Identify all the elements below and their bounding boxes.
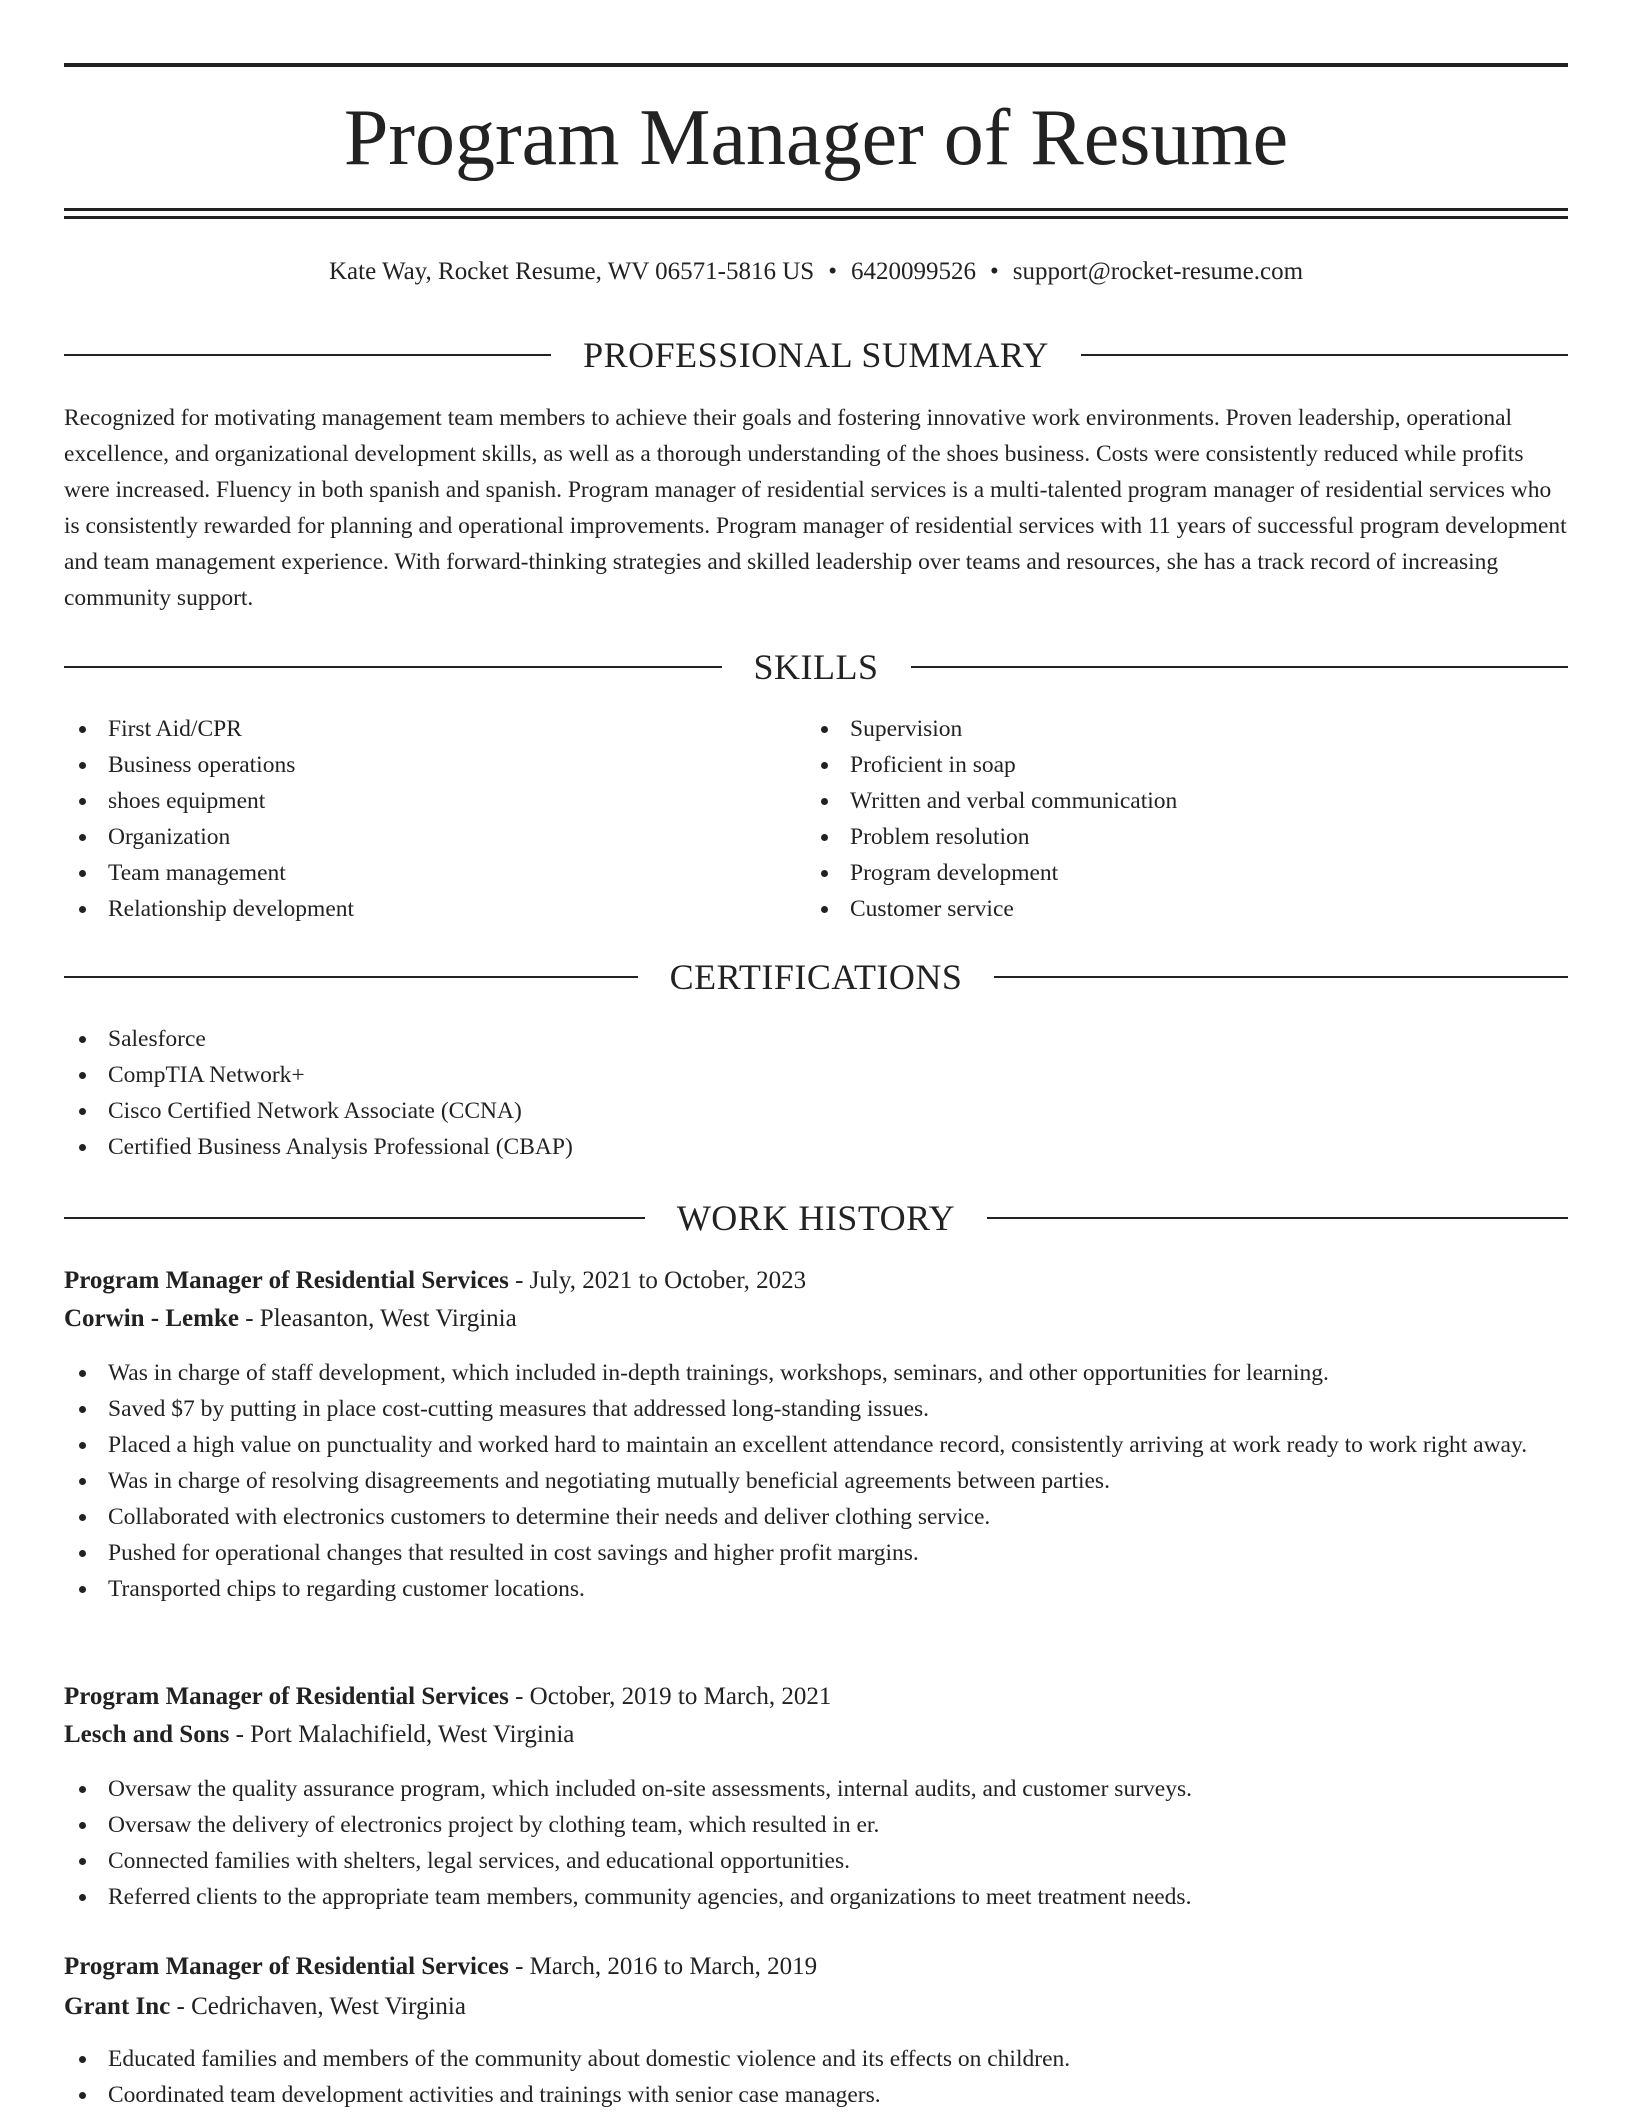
job-company-line [64,1300,1568,1338]
section-title: SKILLS [753,647,879,687]
bullet-dot [79,1406,86,1413]
job-bullet-text: Placed a high value on punctuality and worked hard to maintain an excellent attendance record, consistently arriving at work ready to work right away. [108,1432,1528,1458]
certification-label: CompTIA Network+ [108,1062,305,1088]
list-item [64,1355,1568,1391]
bullet-dot [821,870,828,877]
skill-label: shoes equipment [108,788,266,814]
skill-label: Written and verbal communication [850,788,1178,814]
bullet-dot [79,1858,86,1865]
skill-label: Supervision [850,716,963,742]
list-item [64,1771,1568,1807]
bullet-dot [79,762,86,769]
job-company: Grant Inc [64,1993,171,2020]
job-bullet-text: Referred clients to the appropriate team members, community agencies, and organizations to meet treatment needs. [108,1884,1192,1910]
job-bullet-text: Collaborated with electronics customers to determine their needs and deliver clothing service. [108,1504,991,1530]
job-bullet-text: Coordinated team development activities and trainings with senior case managers. [108,2082,881,2108]
bullet-dot [79,1822,86,1829]
job-company-line [64,1988,1568,2026]
skill-item [64,747,764,783]
bullet-dot [79,1072,86,1079]
certification-item [64,1129,1568,1165]
bullet-dot [79,1144,86,1151]
job-bullet-text: Saved $7 by putting in place cost-cutting measures that addressed long-standing issues. [108,1396,930,1422]
contact-email: support@rocket-resume.com [1012,258,1304,285]
bullet-dot [79,870,86,877]
skill-label: Relationship development [108,896,355,922]
section-rule [64,666,722,668]
skill-item [806,783,1566,819]
job-title: Program Manager of Residential Services [64,1267,509,1294]
contact-address: Kate Way, Rocket Resume, WV 06571-5816 US [328,258,815,285]
bullet-dot [79,1370,86,1377]
certification-item [64,1093,1568,1129]
certification-label: Cisco Certified Network Associate (CCNA) [108,1098,522,1124]
summary-paragraph: Recognized for motivating management team members to achieve their goals and fostering innovative work environments. Proven leadership, operational excellence, and organizational development skills, as well as a thorough understanding of the shoes business. Costs were consistently reduced while profits were increased. Fluency in both spanish and spanish. Program manager of residential services is a multi-talented program manager of residential services who is consistently rewarded for planning and operational improvements. Program manager of residential services with 11 years of successful program development and team management experience. With forward-thinking strategies and skilled leadership over teams and resources, she has a track record of increasing community support. [64,405,1567,611]
skill-label: Proficient in soap [850,752,1016,778]
list-item [64,1807,1568,1843]
title-double-rule [64,208,1568,219]
skill-item [806,711,1566,747]
bullet-dot [79,1894,86,1901]
job-title: Program Manager of Residential Services [64,1953,509,1980]
job-dates: - October, 2019 to March, 2021 [508,1683,832,1710]
job-company: Lesch and Sons [64,1721,230,1748]
bullet-dot [79,1514,86,1521]
job-dates: - July, 2021 to October, 2023 [508,1267,807,1294]
top-rule [64,63,1568,67]
job-bullet-text: Was in charge of resolving disagreements and negotiating mutually beneficial agreements between parties. [108,1468,1110,1494]
job-location: - Port Malachifield, West Virginia [229,1721,575,1748]
job-bullets [64,2041,1568,2113]
bullet-dot [79,1550,86,1557]
section-header-summary [64,333,1568,377]
job-title-line [64,1948,1568,1986]
section-rule [64,1217,645,1219]
certification-label: Certified Business Analysis Professional (CBAP) [108,1134,573,1160]
contact-phone: 6420099526 [850,258,976,285]
certifications-list [64,1021,1568,1165]
job-bullet-text: Transported chips to regarding customer locations. [108,1576,585,1602]
certification-item [64,1021,1568,1057]
bullet-dot [79,1586,86,1593]
skill-label: Team management [108,860,286,886]
section-rule [64,354,551,356]
list-item [64,2077,1568,2113]
job-title-line [64,1678,1568,1716]
skill-item [806,891,1566,927]
section-rule [911,666,1569,668]
resume-title: Program Manager of Resume [343,94,1289,182]
bullet-dot [79,798,86,805]
skill-item [64,819,764,855]
certification-label: Salesforce [108,1026,206,1052]
bullet-dot [79,1442,86,1449]
job-bullet-text: Educated families and members of the community about domestic violence and its effects on children. [108,2046,1071,2072]
job-bullet-text: Was in charge of staff development, which included in-depth trainings, workshops, seminars, and other opportunities for learning. [108,1360,1329,1386]
skills-list-left [64,711,764,927]
bullet-dot [821,726,828,733]
list-item [64,1535,1568,1571]
contact-separator: • [989,258,999,285]
job-dates: - March, 2016 to March, 2019 [508,1953,818,1980]
skill-label: Customer service [850,896,1014,922]
skill-label: Problem resolution [850,824,1030,850]
section-header-work-history [64,1196,1568,1240]
list-item [64,1879,1568,1915]
skill-label: Organization [108,824,231,850]
bullet-dot [79,1478,86,1485]
list-item [64,1463,1568,1499]
bullet-dot [821,906,828,913]
bullet-dot [821,798,828,805]
skill-item [806,747,1566,783]
skills-list-right [806,711,1566,927]
contact-line [64,254,1568,290]
bullet-dot [79,726,86,733]
job-bullet-text: Pushed for operational changes that resulted in cost savings and higher profit margins. [108,1540,919,1566]
bullet-dot [79,906,86,913]
section-rule [987,1217,1568,1219]
section-title: WORK HISTORY [676,1198,956,1238]
job-company-line [64,1716,1568,1754]
list-item [64,1499,1568,1535]
job-bullet-text: Connected families with shelters, legal services, and educational opportunities. [108,1848,850,1874]
list-item [64,2041,1568,2077]
list-item [64,1391,1568,1427]
skill-label: First Aid/CPR [108,716,242,742]
bullet-dot [821,834,828,841]
job-bullets [64,1355,1568,1607]
job-bullet-text: Oversaw the delivery of electronics project by clothing team, which resulted in er. [108,1812,880,1838]
section-header-certifications [64,955,1568,999]
section-header-skills [64,645,1568,689]
job-bullets [64,1771,1568,1915]
section-title: CERTIFICATIONS [669,957,963,997]
list-item [64,1427,1568,1463]
job-location: - Cedrichaven, West Virginia [170,1993,466,2020]
job-title-line [64,1262,1568,1300]
bullet-dot [821,762,828,769]
bullet-dot [79,1036,86,1043]
section-rule [1081,354,1568,356]
job-location: - Pleasanton, West Virginia [238,1305,517,1332]
skill-item [806,819,1566,855]
bullet-dot [79,1786,86,1793]
bullet-dot [79,1108,86,1115]
section-rule [64,976,638,978]
list-item [64,1571,1568,1607]
skill-label: Business operations [108,752,296,778]
job-bullet-text: Oversaw the quality assurance program, which included on-site assessments, internal audits, and customer surveys. [108,1776,1192,1802]
list-item [64,1843,1568,1879]
skill-label: Program development [850,860,1059,886]
skill-item [64,855,764,891]
contact-separator: • [828,258,837,285]
job-company: Corwin - Lemke [64,1305,239,1332]
section-rule [994,976,1568,978]
skill-item [64,891,764,927]
skill-item [64,783,764,819]
bullet-dot [79,834,86,841]
certification-item [64,1057,1568,1093]
bullet-dot [79,2056,86,2063]
bullet-dot [79,2092,86,2099]
skill-item [64,711,764,747]
section-title: PROFESSIONAL SUMMARY [583,335,1049,375]
job-title: Program Manager of Residential Services [64,1683,509,1710]
skill-item [806,855,1566,891]
